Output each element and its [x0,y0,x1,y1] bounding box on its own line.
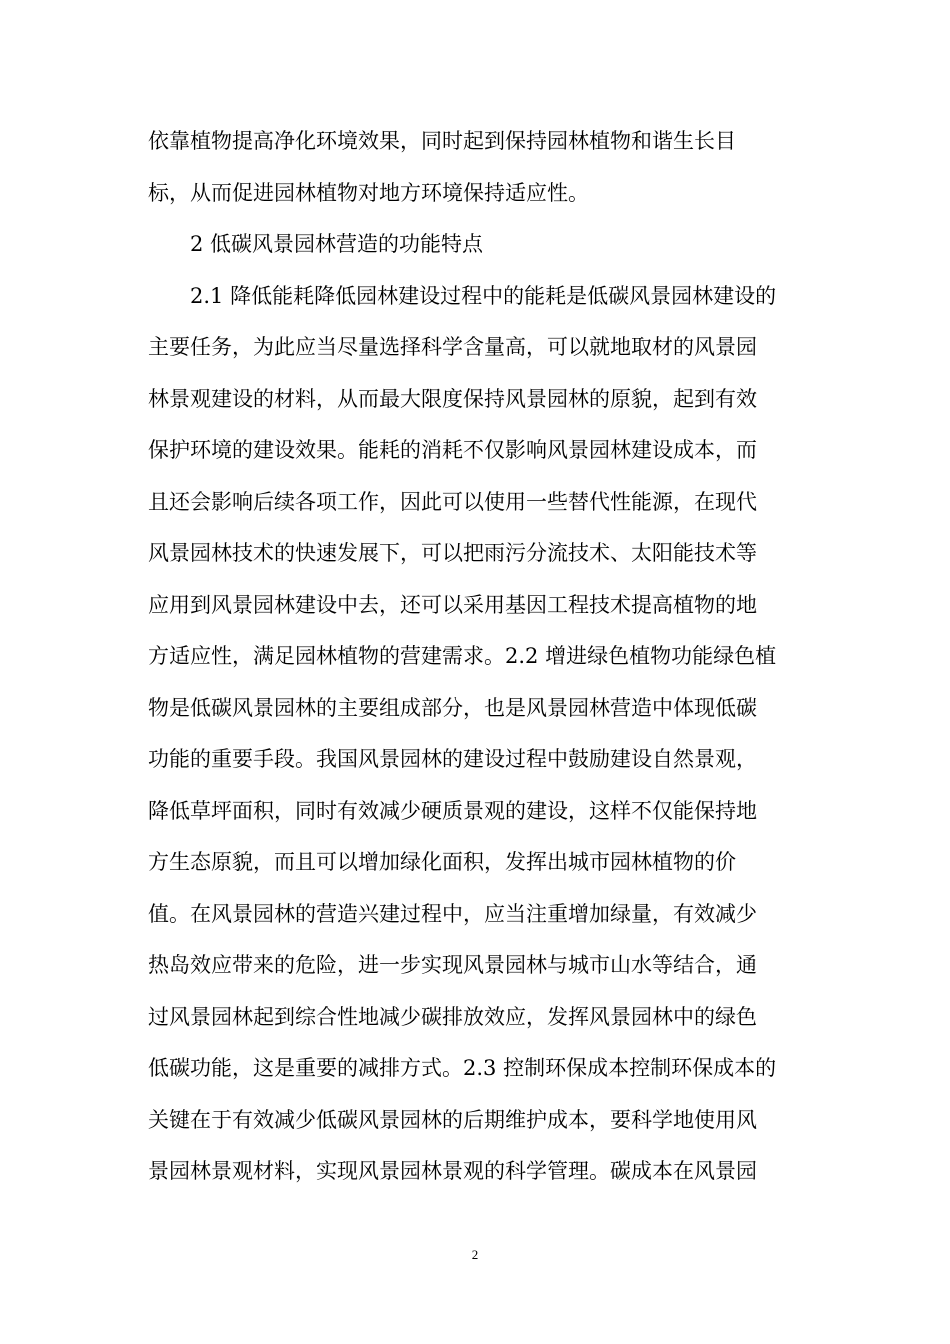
page-number: 2 [471,1247,479,1262]
text-line: 主要任务，为此应当尽量选择科学含量高，可以就地取材的风景园 [148,335,757,359]
text-line: 依靠植物提高净化环境效果，同时起到保持园林植物和谐生长目 [148,129,736,153]
text-line: 过风景园林起到综合性地减少碳排放效应，发挥风景园林中的绿色 [148,1004,757,1029]
text-line: 风景园林技术的快速发展下，可以把雨污分流技术、太阳能技术等 [148,541,757,565]
text-line: 关键在于有效减少低碳风景园林的后期维护成本，要科学地使用风 [148,1107,757,1132]
text-line: 2.1 降低能耗降低园林建设过程中的能耗是低碳风景园林建设的 [190,283,777,308]
text-line: 且还会影响后续各项工作，因此可以使用一些替代性能源，在现代 [148,489,757,514]
section-heading: 2 低碳风景园林营造的功能特点 [190,232,484,256]
text-line: 标，从而促进园林植物对地方环境保持适应性。 [148,180,589,205]
text-line: 物是低碳风景园林的主要组成部分，也是风景园林营造中体现低碳 [148,695,757,720]
text-line: 应用到风景园林建设中去，还可以采用基因工程技术提高植物的地 [148,592,757,617]
text-line: 热岛效应带来的危险，进一步实现风景园林与城市山水等结合，通 [148,953,757,977]
text-line: 方生态原貌，而且可以增加绿化面积，发挥出城市园林植物的价 [148,850,736,874]
text-line: 保护环境的建设效果。能耗的消耗不仅影响风景园林建设成本，而 [148,438,757,462]
body-text [148,116,818,1198]
text-line: 功能的重要手段。我国风景园林的建设过程中鼓励建设自然景观， [148,747,757,771]
text-line: 景园林景观材料，实现风景园林景观的科学管理。碳成本在风景园 [148,1159,757,1183]
text-line: 降低草坪面积，同时有效减少硬质景观的建设，这样不仅能保持地 [148,798,757,823]
text-line: 方适应性，满足园林植物的营建需求。2.2 增进绿色植物功能绿色植 [148,644,777,668]
text-line: 林景观建设的材料，从而最大限度保持风景园林的原貌，起到有效 [148,386,757,411]
text-line: 低碳功能，这是重要的减排方式。2.3 控制环保成本控制环保成本的 [148,1056,777,1080]
text-line: 值。在风景园林的营造兴建过程中，应当注重增加绿量，有效减少 [148,901,757,926]
